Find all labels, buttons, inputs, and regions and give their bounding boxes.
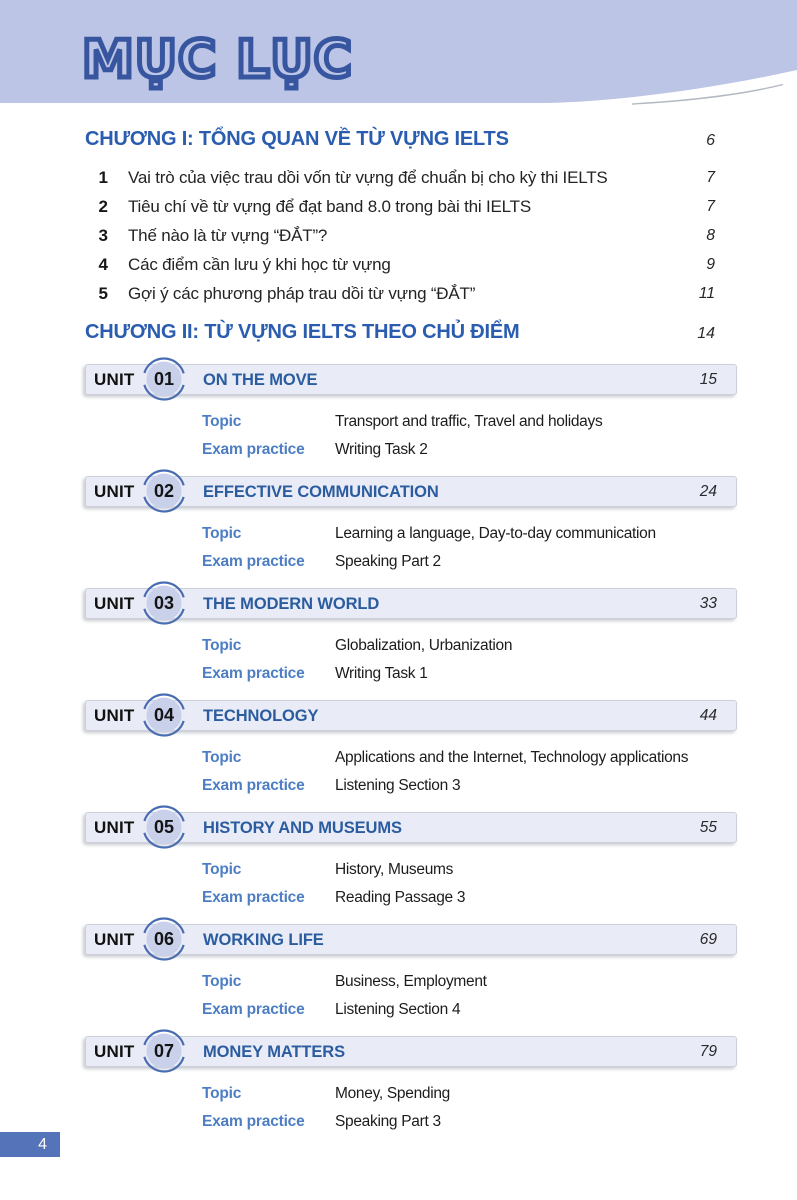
exam-practice-row	[202, 996, 737, 1024]
exam-practice-value: Writing Task 2	[335, 441, 428, 458]
topic-row	[202, 632, 737, 660]
unit-page-number: 79	[699, 1043, 717, 1060]
unit-entry	[85, 1036, 737, 1148]
unit-title: ON THE MOVE	[203, 371, 318, 389]
topic-value: Globalization, Urbanization	[335, 637, 513, 654]
unit-entry	[85, 700, 737, 812]
item-title: Gợi ý các phương pháp trau dồi từ vựng “ĐẮT”	[128, 284, 476, 303]
item-page-number: 8	[706, 227, 715, 244]
unit-header-bar	[85, 588, 737, 619]
topic-label: Topic	[202, 525, 242, 542]
unit-word-label: UNIT	[94, 705, 135, 725]
unit-word-label: UNIT	[94, 929, 135, 949]
exam-practice-label: Exam practice	[202, 1001, 305, 1018]
exam-practice-label: Exam practice	[202, 889, 305, 906]
topic-label: Topic	[202, 749, 242, 766]
topic-value: Applications and the Internet, Technology applications	[335, 749, 689, 766]
unit-title: THE MODERN WORLD	[203, 595, 380, 613]
unit-page-number: 55	[699, 819, 717, 836]
unit-number: 04	[153, 705, 175, 725]
unit-entry	[85, 812, 737, 924]
exam-practice-value: Writing Task 1	[335, 665, 428, 682]
item-page-number: 7	[706, 198, 715, 215]
unit-page-number: 15	[699, 371, 717, 388]
item-title: Thế nào là từ vựng “ĐẮT”?	[128, 226, 328, 245]
exam-practice-value: Reading Passage 3	[335, 889, 466, 906]
unit-header-bar	[85, 812, 737, 843]
unit-page-number: 44	[699, 707, 717, 724]
unit-header-bar	[85, 476, 737, 507]
unit-title: WORKING LIFE	[203, 931, 324, 949]
unit-word-label: UNIT	[94, 481, 135, 501]
chapter1-title: CHƯƠNG I: TỔNG QUAN VỀ TỪ VỰNG IELTS	[85, 128, 509, 150]
topic-value: History, Museums	[335, 861, 454, 878]
topic-value: Transport and traffic, Travel and holidays	[335, 413, 603, 430]
topic-label: Topic	[202, 861, 242, 878]
unit-number: 02	[153, 481, 175, 501]
unit-title: HISTORY AND MUSEUMS	[203, 819, 402, 837]
toc-item-row	[85, 221, 737, 250]
item-page-number: 11	[698, 285, 715, 302]
topic-row	[202, 408, 737, 436]
chapter1-page-number: 6	[706, 132, 715, 149]
page-banner	[0, 0, 797, 103]
unit-entry	[85, 364, 737, 476]
topic-row	[202, 856, 737, 884]
exam-practice-value: Listening Section 4	[335, 1001, 461, 1018]
unit-word-label: UNIT	[94, 369, 135, 389]
item-number: 3	[98, 226, 108, 245]
item-title: Các điểm cần lưu ý khi học từ vựng	[128, 255, 391, 274]
item-number: 2	[98, 197, 108, 216]
unit-header-bar	[85, 364, 737, 395]
unit-word-label: UNIT	[94, 817, 135, 837]
exam-practice-label: Exam practice	[202, 665, 305, 682]
topic-row	[202, 968, 737, 996]
table-of-contents	[85, 126, 737, 1148]
unit-page-number: 24	[699, 483, 717, 500]
banner-curl-decoration	[547, 63, 797, 109]
topic-value: Money, Spending	[335, 1085, 450, 1102]
unit-title: TECHNOLOGY	[203, 707, 319, 725]
exam-practice-row	[202, 548, 737, 576]
unit-entry	[85, 588, 737, 700]
units-list	[85, 364, 737, 1148]
unit-number: 05	[153, 817, 175, 837]
unit-word-label: UNIT	[94, 593, 135, 613]
unit-number: 01	[153, 369, 175, 389]
exam-practice-row	[202, 772, 737, 800]
item-page-number: 7	[706, 169, 715, 186]
item-title: Vai trò của việc trau dồi vốn từ vựng để chuẩn bị cho kỳ thi IELTS	[128, 168, 608, 187]
unit-details	[202, 632, 737, 688]
exam-practice-label: Exam practice	[202, 553, 305, 570]
unit-header-bar	[85, 700, 737, 731]
item-number: 5	[98, 284, 108, 303]
exam-practice-label: Exam practice	[202, 1113, 305, 1130]
topic-row	[202, 744, 737, 772]
topic-label: Topic	[202, 637, 242, 654]
exam-practice-value: Speaking Part 3	[335, 1113, 441, 1130]
topic-value: Business, Employment	[335, 973, 487, 990]
unit-details	[202, 520, 737, 576]
toc-item-row	[85, 250, 737, 279]
unit-details	[202, 744, 737, 800]
unit-entry	[85, 476, 737, 588]
page-number-footer: 4	[0, 1132, 60, 1157]
unit-details	[202, 1080, 737, 1136]
item-title: Tiêu chí về từ vựng để đạt band 8.0 trong bài thi IELTS	[128, 197, 532, 216]
chapter2-page-number: 14	[697, 325, 715, 342]
exam-practice-value: Speaking Part 2	[335, 553, 441, 570]
unit-number: 03	[153, 593, 175, 613]
exam-practice-label: Exam practice	[202, 441, 305, 458]
topic-row	[202, 1080, 737, 1108]
toc-item-row	[85, 279, 737, 308]
unit-word-label: UNIT	[94, 1041, 135, 1061]
unit-details	[202, 856, 737, 912]
unit-entry	[85, 924, 737, 1036]
toc-item-row	[85, 192, 737, 221]
exam-practice-value: Listening Section 3	[335, 777, 461, 794]
topic-value: Learning a language, Day-to-day communication	[335, 525, 656, 542]
unit-number: 07	[153, 1041, 175, 1061]
unit-details	[202, 968, 737, 1024]
unit-page-number: 33	[699, 595, 717, 612]
chapter1-heading	[85, 126, 737, 154]
unit-details	[202, 408, 737, 464]
unit-number: 06	[153, 929, 175, 949]
exam-practice-label: Exam practice	[202, 777, 305, 794]
item-number: 1	[98, 168, 108, 187]
unit-title: MONEY MATTERS	[203, 1043, 346, 1061]
topic-row	[202, 520, 737, 548]
chapter1-items	[85, 163, 737, 308]
unit-page-number: 69	[699, 931, 717, 948]
exam-practice-row	[202, 1108, 737, 1136]
chapter2-heading	[85, 319, 737, 347]
exam-practice-row	[202, 660, 737, 688]
topic-label: Topic	[202, 973, 242, 990]
item-page-number: 9	[706, 256, 715, 273]
toc-item-row	[85, 163, 737, 192]
unit-header-bar	[85, 924, 737, 955]
item-number: 4	[98, 255, 108, 274]
chapter2-title: CHƯƠNG II: TỪ VỰNG IELTS THEO CHỦ ĐIỂM	[85, 321, 520, 343]
page-title: MỤC LỤC	[82, 30, 353, 90]
exam-practice-row	[202, 436, 737, 464]
topic-label: Topic	[202, 413, 242, 430]
exam-practice-row	[202, 884, 737, 912]
unit-header-bar	[85, 1036, 737, 1067]
unit-title: EFFECTIVE COMMUNICATION	[203, 483, 439, 501]
topic-label: Topic	[202, 1085, 242, 1102]
